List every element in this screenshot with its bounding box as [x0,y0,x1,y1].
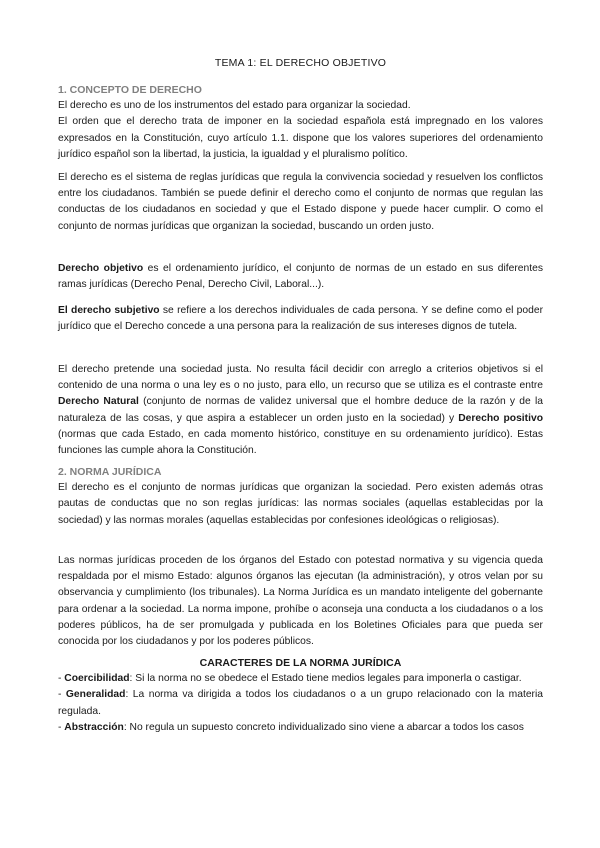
term-derecho-natural: Derecho Natural [58,396,139,408]
list-item [58,720,543,736]
section-3 [58,655,543,736]
section-1-heading: 1. CONCEPTO DE DERECHO [58,84,202,96]
section-3-heading: CARACTERES DE LA NORMA JURÍDICA [199,657,402,669]
paragraph-text: (normas que cada Estado, en cada momento histórico, constituye en su ordenamiento jurídico). Estas funciones las cumple ahora la Constitución. [58,428,543,457]
list-text: : La norma va dirigida a todos los ciudadanos o a un grupo relacionado con la materia regulada. [58,689,543,717]
section-1 [58,82,543,163]
paragraph-text: El derecho pretende una sociedad justa. No resulta fácil decidir con arreglo a criterios objetivos si el contenido de una norma o una ley es o no justo, para ello, un recurso que se utiliza es el contraste entre [58,364,543,392]
section-2 [58,464,543,529]
list-text: : Si la norma no se obedece el Estado tiene medios legales para imponerla o castigar. [129,673,522,685]
paragraph-normas-juridicas: Las normas jurídicas proceden de los órganos del Estado con potestad normativa y su vigencia queda respaldada por el mismo Estado: algunos órganos las ejecutan (la administración), y otros velan por su observancia y cumplimiento (los tribunales). La Norma Jurídica es un mandato inteligente del gobernante para ordenar a la sociedad. La norma impone, prohíbe o aconseja una conducta a los ciudadanos o a los poderes públicos, ha de ser promulgada y publicada en los Boletines Oficiales para que pueda ser conocida por los ciudadanos y por los poderes públicos. [58,555,543,648]
paragraph-text: se refiere a los derechos individuales de cada persona. Y se define como el poder jurídico que el Derecho concede a una persona para la realización de sus intereses dignos de tutela. [58,305,543,333]
list-dash: - [58,673,65,685]
list-dash: - [58,689,66,701]
page-title: TEMA 1: EL DERECHO OBJETIVO [214,57,387,69]
term-derecho-objetivo: Derecho objetivo [58,263,144,274]
paragraph-text: (conjunto de normas de validez universal que el hombre deduce de la razón y de la naturaleza de las cosas, y que aspira a establecer un orden justo en la sociedad) y [58,396,543,424]
term-derecho-positivo: Derecho positivo [458,412,543,424]
list-item [58,671,543,687]
paragraph-derecho-subjetivo [58,303,543,335]
paragraph: El derecho es uno de los instrumentos del estado para organizar la sociedad. [58,100,411,112]
list-dash: - [58,721,65,733]
term-abstraccion: Abstracción [64,721,124,733]
section-2-heading: 2. NORMA JURÍDICA [58,466,162,478]
list-item [58,687,543,719]
list-text: : No regula un supuesto concreto individualizado sino viene a abarcar a todos los casos [123,721,524,733]
paragraph: El derecho es el conjunto de normas jurídicas que organizan la sociedad. Pero existen además otras pautas de conductas que no son reglas jurídicas: las normas sociales (aquellas establecidas por la sociedad) y las normas morales (aquellas establecidas por confesiones ideológicas o religiosas). [58,482,543,526]
term-generalidad: Generalidad [65,689,126,701]
paragraph: El orden que el derecho trata de imponer en la sociedad española está impregnado en los valores expresados en la Constitución, cuyo artículo 1.1. dispone que los valores superiores del ordenamiento jurídico español son la libertad, la justicia, la igualdad y el pluralismo político. [58,116,543,160]
term-derecho-subjetivo: El derecho subjetivo [58,305,160,316]
paragraph-text: es el ordenamiento jurídico, el conjunto de normas de un estado en sus diferentes ramas jurídicas (Derecho Penal, Derecho Civil, Laboral...). [58,263,543,291]
paragraph-definition: El derecho es el sistema de reglas jurídicas que regula la convivencia sociedad y resuelven los conflictos entre los ciudadanos. También se puede definir el derecho como el conjunto de normas que regulan las conductas de los ciudadanos en sociedad y que el Estado dispone y puede hacer cumplir. O como el conjunto de normas jurídicas que organizan la sociedad, buscando un orden justo. [58,172,543,232]
term-coercibilidad: Coercibilidad [64,673,130,685]
paragraph-derecho-objetivo [58,261,543,293]
paragraph-derecho-natural-positivo [58,362,543,459]
